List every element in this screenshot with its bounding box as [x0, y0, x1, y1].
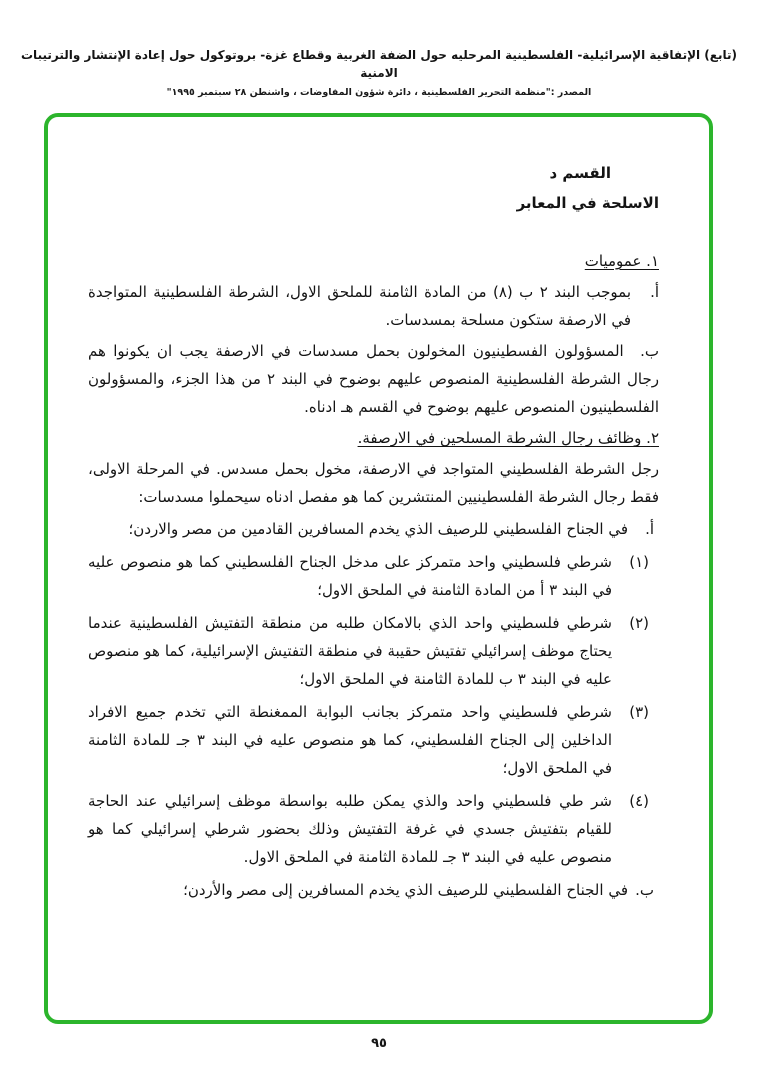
numbered-item-1 — [88, 548, 659, 604]
list-item-2a — [88, 515, 659, 543]
heading-generalities: ١. عموميات — [584, 252, 659, 271]
list-item-1a — [88, 278, 659, 334]
list-item-1b — [88, 337, 659, 421]
list-item-1b-text: المسؤولون الفسطينيون المخولون بحمل مسدسات في الارصفة يجب ان يكونوا هم رجال الشرطة الفلسطينية المنصوص عليهم بوضوح في البند ٢ من هذا الجزء، والمسؤولون الفلسطينيون المنصوص عليهم بوضوح في القسم هـ ادناه. — [88, 342, 659, 417]
content-frame-border — [44, 113, 713, 1024]
numbered-item-2-marker: (٢) — [629, 613, 649, 632]
numbered-item-2-text: شرطي فلسطيني واحد الذي بالامكان طلبه من منطقة التفتيش الفلسطينية عندما يحتاج موظف إسرائيلي تفتيش حقيبة في منطقة التفتيش الإسرائيلية، كما هو منصوص عليه في البند ٣ ب للمادة الثامنة في الملحق الاول؛ — [88, 613, 612, 688]
intro-paragraph: رجل الشرطة الفلسطيني المتواجد في الارصفة، مخول بحمل مسدس. في المرحلة الاولى، فقط رجال الشرطة الفلسطينيين المنتشرين كما هو مفصل ادناه سيحملوا مسدسات: — [88, 460, 659, 507]
list-item-1b-marker: ب. — [640, 342, 659, 361]
numbered-item-1-marker: (١) — [629, 552, 649, 571]
heading-armed-police-functions: ٢. وظائف رجال الشرطة المسلحين في الارصفة. — [357, 429, 659, 448]
list-item-2b-marker: ب. — [635, 881, 654, 900]
list-item-1a-text: بموجب البند ٢ ب (٨) من المادة الثامنة للملحق الاول، الشرطة الفلسطينية المتواجدة في الارصفة ستكون مسلحة بمسدسات. — [88, 283, 631, 330]
list-item-2b-text: في الجناح الفلسطيني للرصيف الذي يخدم المسافرين إلى مصر والأردن؛ — [183, 881, 628, 900]
numbered-item-4-marker: (٤) — [629, 791, 649, 810]
header-source-line: المصدر :"منظمة التحرير الفلسطينية ، دائرة شؤون المفاوضات ، واشنطن ٢٨ سبتمبر ١٩٩٥" — [166, 87, 592, 98]
section-title: القسم د — [549, 164, 611, 182]
document-header — [0, 46, 758, 98]
numbered-item-1-text: شرطي فلسطيني واحد متمركز على مدخل الجناح الفلسطيني كما هو منصوص عليه في البند ٣ أ من المادة الثامنة في الملحق الاول؛ — [88, 552, 612, 599]
numbered-item-3-text: شرطي فلسطيني واحد متمركز بجانب البوابة الممغنطة التي تخدم جميع الافراد الداخلين إلى الجناح الفلسطيني، كما هو منصوص عليه في البند ٣ جـ للمادة الثامنة في الملحق الاول؛ — [88, 702, 612, 777]
list-item-2a-text: في الجناح الفلسطيني للرصيف الذي يخدم المسافرين القادمين من مصر والاردن؛ — [128, 519, 628, 538]
list-item-1a-marker: أ. — [650, 283, 659, 302]
numbered-item-2 — [88, 609, 659, 693]
section-subtitle: الاسلحة في المعابر — [516, 194, 659, 213]
numbered-item-4 — [88, 787, 659, 871]
numbered-item-3 — [88, 698, 659, 782]
document-body — [48, 117, 709, 904]
section-heading-block — [88, 159, 659, 217]
numbered-item-4-text: شر طي فلسطيني واحد والذي يمكن طلبه بواسطة موظف إسرائيلي عند الحاجة للقيام بتفتيش جسدي في غرفة التفتيش وذلك بحضور شرطي إسرائيلي كما هو منصوص عليه في البند ٣ جـ للمادة الثامنة في الملحق الاول. — [88, 791, 612, 867]
header-title: (تابع) الإتفاقية الإسرائيلية- الفلسطينية المرحليه حول الضفة الغربية وقطاع غزة- بروتوكول حول إعادة الإنتشار والترتيبات الامنية — [21, 48, 737, 80]
list-item-2a-marker: أ. — [645, 519, 654, 538]
list-item-2b — [88, 876, 659, 904]
page-number: ٩٥ — [371, 1036, 387, 1051]
numbered-item-3-marker: (٣) — [629, 702, 649, 721]
